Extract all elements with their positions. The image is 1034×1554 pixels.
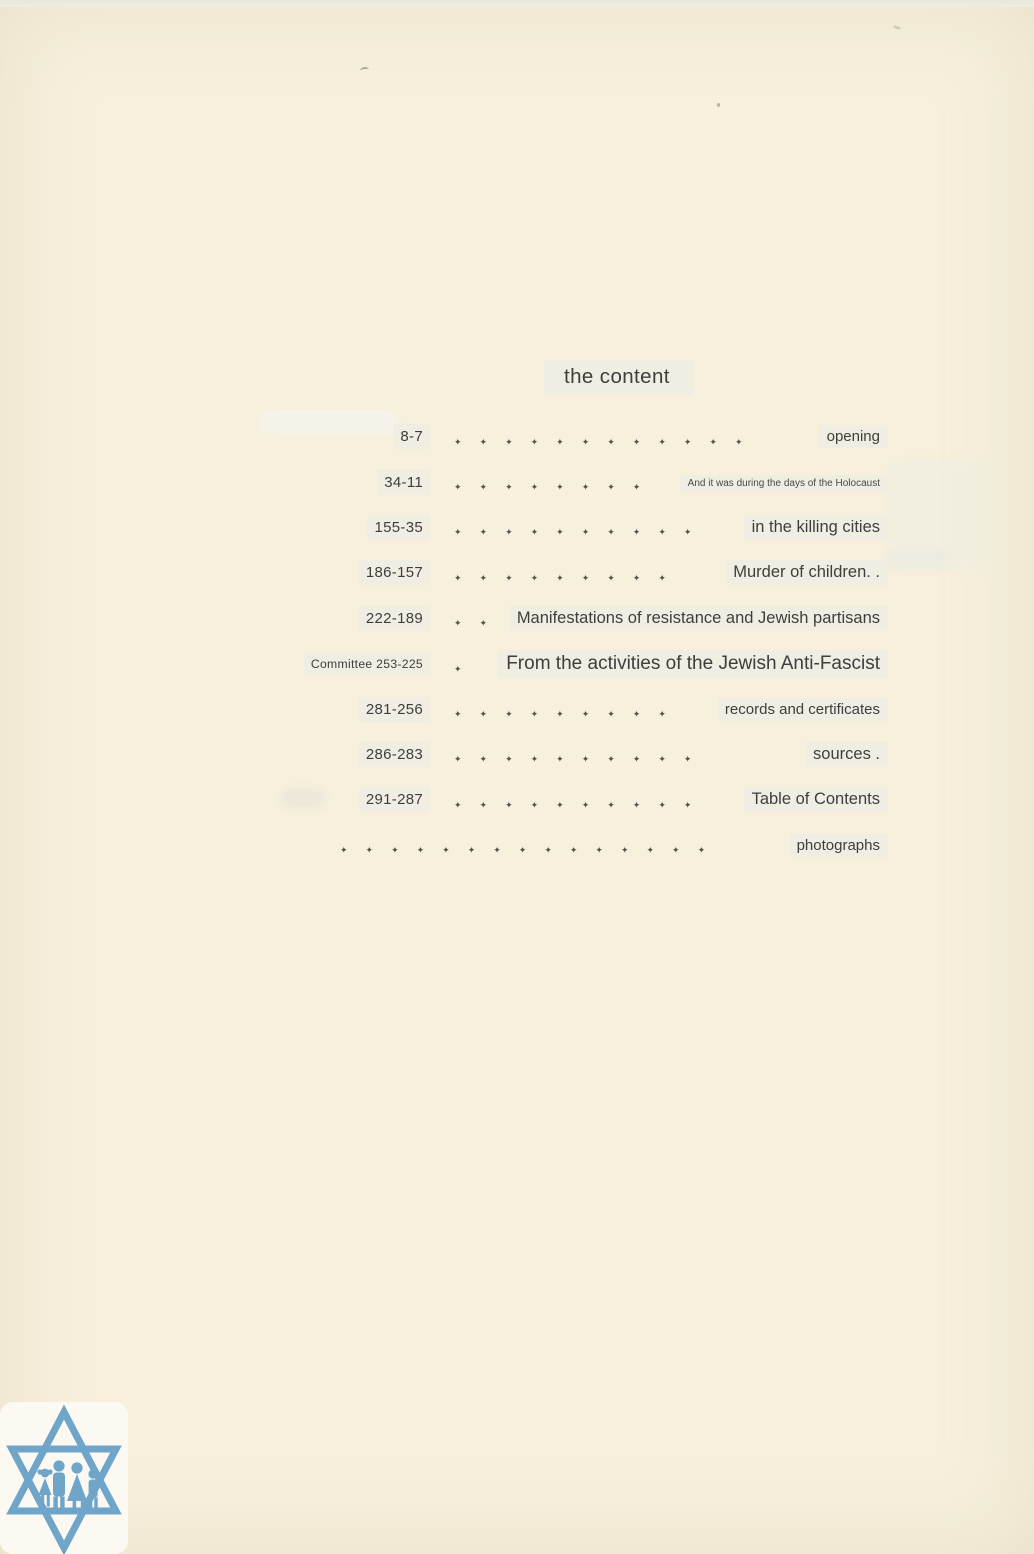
toc-entry-title-col	[498, 650, 888, 678]
star-of-david-family-icon	[0, 1402, 128, 1554]
toc-entry-title: opening	[819, 425, 888, 448]
toc-page-range-col	[288, 742, 430, 767]
toc-page-range: 34-11	[377, 470, 430, 495]
publisher-logo	[0, 1402, 128, 1554]
toc-row	[288, 641, 888, 686]
toc-dot-leaders: ✦✦✦✦✦✦✦✦✦	[454, 573, 684, 584]
toc-page-range-col	[288, 515, 430, 540]
toc-page-range-col	[288, 560, 430, 585]
toc-dot-leaders: ✦✦✦✦✦✦✦✦✦✦	[454, 528, 710, 539]
page-title-wrap	[544, 360, 693, 395]
toc-entry-title-col	[680, 473, 888, 492]
toc-page-range: 155-35	[367, 515, 430, 540]
toc-entry-title-col	[509, 606, 888, 631]
toc-entry-title-col	[725, 560, 888, 585]
toc-entry-title-col	[789, 834, 888, 857]
toc-dot-leaders: ✦✦✦✦✦✦✦✦	[454, 483, 659, 494]
toc-row	[288, 459, 888, 504]
toc-page-range: 281-256	[359, 697, 430, 722]
toc-row	[288, 732, 888, 777]
scan-speck	[717, 103, 720, 107]
toc-row	[288, 505, 888, 550]
toc-page-range: 8-7	[393, 424, 430, 449]
toc-row	[288, 596, 888, 641]
toc-page-range: 291-287	[359, 787, 430, 812]
scan-speck	[893, 25, 902, 31]
toc-dot-leaders: ✦✦✦✦✦✦✦✦✦✦	[454, 755, 710, 766]
toc-page-range: 222-189	[359, 606, 430, 631]
toc-entry-title: Murder of children. .	[725, 560, 888, 585]
toc-dot-leaders: ✦✦✦✦✦✦✦✦✦✦✦✦✦✦✦	[340, 846, 724, 857]
toc-dot-leaders: ✦✦	[454, 619, 506, 630]
toc-dot-leaders: ✦✦✦✦✦✦✦✦✦	[454, 710, 684, 721]
scan-speck	[360, 66, 370, 73]
toc-page-range-col	[288, 470, 430, 495]
toc-page-range-col	[288, 606, 430, 631]
toc-entry-title: photographs	[789, 834, 888, 857]
toc-entry-title: sources .	[805, 742, 888, 767]
toc-entry-title-col	[744, 787, 888, 812]
scan-bleedthrough	[890, 460, 990, 570]
toc-row	[288, 777, 888, 822]
toc-page-range: 186-157	[359, 560, 430, 585]
toc-page-range: Committee 253-225	[304, 653, 430, 675]
scan-bleedthrough	[886, 552, 950, 568]
scan-top-edge	[0, 0, 1034, 7]
toc-dot-leaders: ✦✦✦✦✦✦✦✦✦✦	[454, 800, 710, 811]
toc-entry-title: Table of Contents	[744, 787, 888, 812]
toc-page-range-col	[288, 424, 430, 449]
toc-entry-title-col	[717, 698, 888, 721]
toc-entry-title: in the killing cities	[744, 515, 888, 540]
toc-row	[288, 686, 888, 731]
toc-entry-title-col	[744, 515, 888, 540]
toc-entry-title-col	[819, 425, 888, 448]
toc-entry-title: And it was during the days of the Holocaust	[680, 475, 888, 492]
toc-page-range-col	[288, 653, 430, 675]
page-title: the content	[544, 360, 693, 395]
toc-entry-title: From the activities of the Jewish Anti-Fascist	[498, 650, 888, 678]
toc-dot-leaders: ✦✦✦✦✦✦✦✦✦✦✦✦	[454, 437, 761, 448]
toc-entry-title-col	[805, 742, 888, 767]
toc-entry-title: records and certificates	[717, 698, 888, 721]
toc-entry-title: Manifestations of resistance and Jewish partisans	[509, 606, 888, 631]
toc-row	[288, 550, 888, 595]
toc-page-range-col	[288, 787, 430, 812]
toc-dot-leaders: ✦	[454, 664, 480, 675]
table-of-contents	[288, 414, 888, 868]
toc-row	[288, 414, 888, 459]
toc-row	[288, 823, 888, 868]
toc-page-range: 286-283	[359, 742, 430, 767]
toc-page-range-col	[288, 697, 430, 722]
